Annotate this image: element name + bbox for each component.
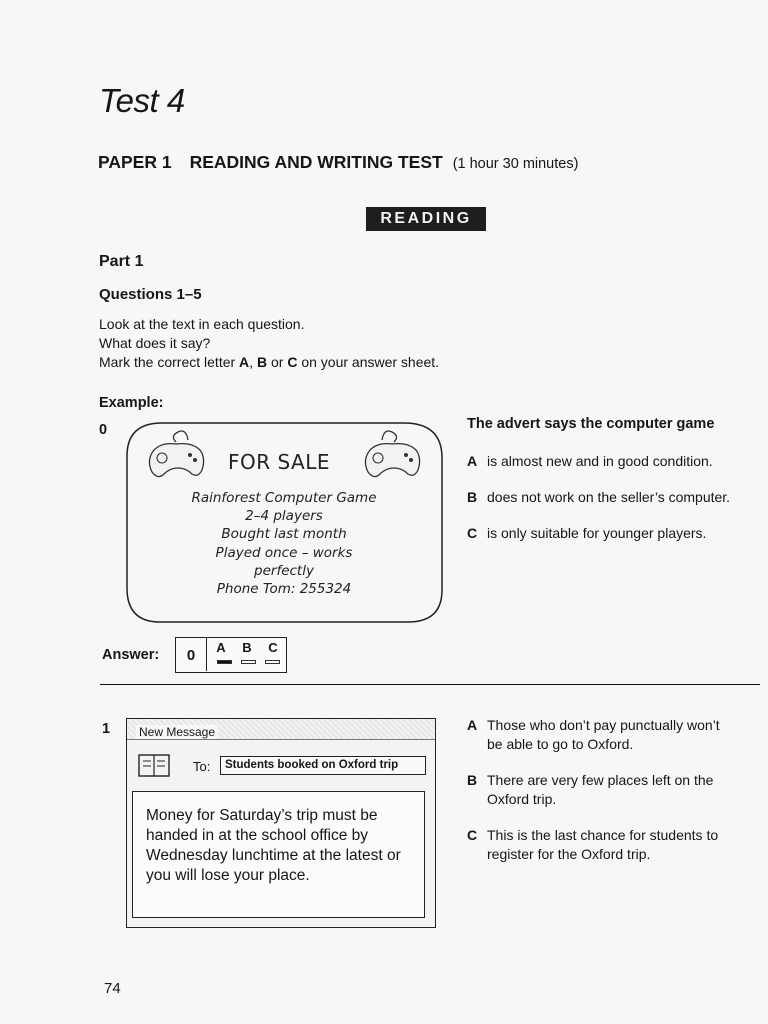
answer-letter: B bbox=[242, 640, 252, 655]
page-number: 74 bbox=[104, 980, 121, 997]
example-option-a[interactable] bbox=[467, 452, 713, 471]
option-letter: A bbox=[467, 717, 478, 733]
option-text: is almost new and in good condition. bbox=[487, 453, 713, 469]
paper-heading bbox=[98, 152, 578, 173]
option-letter: C bbox=[467, 827, 478, 843]
instruction-text: on your answer sheet. bbox=[297, 354, 440, 370]
notice-line: Rainforest Computer Game bbox=[191, 490, 377, 506]
instruction-mark-line bbox=[99, 353, 439, 372]
section-divider bbox=[100, 684, 760, 685]
example-option-c[interactable] bbox=[467, 524, 706, 543]
option-text: is only suitable for younger players. bbox=[487, 525, 707, 541]
questions-label: Questions 1–5 bbox=[99, 286, 202, 303]
for-sale-notice bbox=[124, 420, 444, 625]
notice-line: perfectly bbox=[254, 562, 314, 579]
option-text: This is the last chance for students to bbox=[487, 827, 719, 843]
example-label: Example: bbox=[99, 395, 164, 411]
answer-mark-c[interactable] bbox=[265, 660, 280, 664]
option-text: does not work on the seller’s computer. bbox=[487, 489, 731, 505]
game-controller-icon bbox=[142, 426, 208, 482]
answer-mark-b[interactable] bbox=[241, 660, 256, 664]
answer-label: Answer: bbox=[102, 647, 160, 663]
option-letter: B bbox=[467, 772, 478, 788]
game-controller-icon bbox=[362, 426, 428, 482]
instruction-letter: A bbox=[239, 354, 250, 370]
instruction-letter: C bbox=[287, 354, 298, 370]
option-text: There are very few places left on the bbox=[487, 772, 714, 788]
to-field[interactable]: Students booked on Oxford trip bbox=[220, 756, 426, 775]
answer-marks bbox=[212, 660, 284, 664]
message-body[interactable] bbox=[132, 791, 425, 918]
instruction-letter: B bbox=[256, 354, 268, 370]
answer-mark-a[interactable] bbox=[217, 660, 232, 664]
reading-banner: READING bbox=[366, 207, 486, 231]
notice-line: Played once – works bbox=[215, 544, 353, 561]
option-letter: C bbox=[467, 525, 478, 541]
address-book-icon bbox=[137, 753, 171, 779]
test-title: Test 4 bbox=[99, 82, 185, 119]
answer-letters bbox=[208, 640, 286, 655]
instruction-text: , bbox=[249, 354, 257, 370]
question1-option-b[interactable] bbox=[467, 771, 713, 809]
for-sale-heading: FOR SALE bbox=[227, 450, 331, 474]
notice-text bbox=[144, 489, 424, 598]
instruction-line: Look at the text in each question. bbox=[99, 316, 305, 332]
answer-letter: C bbox=[268, 640, 278, 655]
message-text: Money for Saturday’s trip must be handed in at the school office by Wednesday lunchtime at the latest or you will lose your place. bbox=[146, 807, 401, 884]
question-number: 1 bbox=[102, 721, 111, 737]
option-text: be able to go to Oxford. bbox=[487, 736, 634, 752]
message-window-title: New Message bbox=[136, 725, 218, 739]
message-window bbox=[126, 718, 436, 928]
example-option-b[interactable] bbox=[467, 488, 730, 507]
notice-line: Bought last month bbox=[221, 526, 347, 543]
example-number: 0 bbox=[99, 422, 108, 438]
question1-option-a[interactable] bbox=[467, 716, 720, 754]
instruction-text: or bbox=[267, 354, 288, 370]
instruction-text: Mark the correct letter bbox=[99, 354, 240, 370]
instruction-line: What does it say? bbox=[99, 335, 211, 351]
option-text: register for the Oxford trip. bbox=[487, 846, 651, 862]
option-text: Oxford trip. bbox=[487, 791, 557, 807]
option-letter: B bbox=[467, 489, 478, 505]
answer-letter: A bbox=[216, 640, 226, 655]
example-question: The advert says the computer game bbox=[467, 416, 715, 432]
part-title: Part 1 bbox=[99, 253, 144, 270]
answer-number: 0 bbox=[176, 638, 207, 671]
notice-line: Phone Tom: 255324 bbox=[216, 581, 352, 598]
paper-duration: (1 hour 30 minutes) bbox=[452, 156, 579, 172]
notice-line: 2–4 players bbox=[245, 508, 323, 525]
option-text: Those who don’t pay punctually won’t bbox=[487, 717, 720, 733]
paper-name: READING AND WRITING TEST bbox=[189, 152, 443, 172]
answer-grid bbox=[175, 637, 287, 673]
to-label: To: bbox=[193, 759, 211, 774]
option-letter: A bbox=[467, 453, 478, 469]
question1-option-c[interactable] bbox=[467, 826, 718, 864]
paper-label: PAPER 1 bbox=[98, 152, 172, 172]
